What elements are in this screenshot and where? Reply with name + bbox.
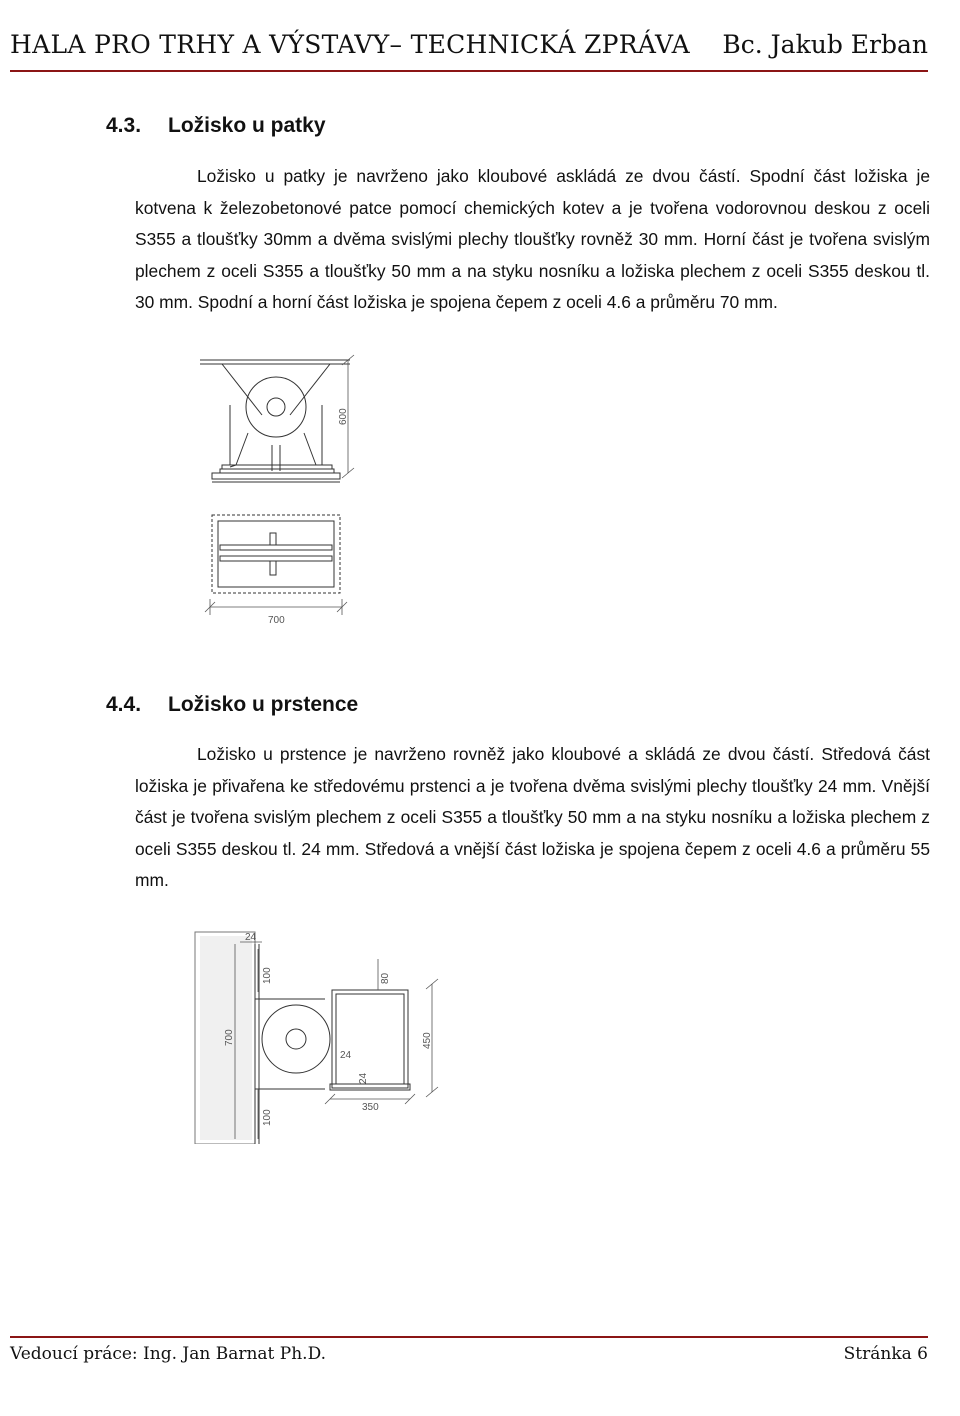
section-title: Ložisko u prstence [168,693,359,716]
dim-label: 24 [358,1072,369,1084]
dim-label: 24 [245,932,257,943]
plan-view [205,515,347,626]
dim-label: 450 [422,1032,433,1049]
document-title: HALA PRO TRHY A VÝSTAVY– TECHNICKÁ ZPRÁVA [10,30,691,59]
section-paragraph: Ložisko u patky je navrženo jako kloubové askládá ze dvou částí. Spodní část ložiska je kotvena k železobetonové patce pomocí chemických kotev a je tvořena vodorovnou deskou z oceli S355 a tloušťky 30mm a dvěma svislými plechy tloušťky rovněž 30 mm. Horní část je tvořena svislým plechem z oceli S355 a tloušťky 50 mm a na styku nosníku a ložiska plechem z oceli S355 deskou tl. 30 mm. Spodní a horní část ložiska je spojena čepem z oceli 4.6 a průměru 70 mm. [135,166,930,312]
supervisor-text: Vedoucí práce: Ing. Jan Barnat Ph.D. [10,1344,327,1364]
outer-box [330,990,410,1090]
footing-bearing-drawing [0,345,960,665]
author-name: Bc. Jakub Erban [722,30,928,59]
section-number: 4.3. [106,114,142,137]
dimensions [224,932,438,1139]
dim-width-label: 700 [268,615,285,626]
dim-label: 350 [362,1102,379,1113]
dim-label: 100 [262,967,273,984]
dim-label: 24 [340,1050,352,1061]
dim-label: 100 [262,1109,273,1126]
page-number: Stránka 6 [843,1344,928,1364]
section-heading-4-3 [106,114,326,138]
dim-label: 80 [380,972,391,984]
page-header [10,26,928,72]
dim-height-label: 600 [338,408,349,425]
section-title: Ložisko u patky [168,114,326,137]
elevation-view [200,355,354,482]
section-paragraph: Ložisko u prstence je navrženo rovněž jako kloubové a skládá ze dvou částí. Středová část ložiska je přivařena ke středovému prstenci a je tvořena dvěma svislými plechy tloušťky 24 mm. Vnější část je tvořena svislým plechem z oceli S355 a tloušťky 50 mm a na styku nosníku a ložiska plechem z oceli S355 deskou tl. 24 mm. Středová a vnější část ložiska je spojena čepem z oceli 4.6 a průměru 55 mm. [135,744,930,890]
ring-bearing-drawing [0,924,960,1144]
section-number: 4.4. [106,693,142,716]
section-heading-4-4 [106,693,358,717]
page-footer [10,1336,928,1368]
dim-label: 700 [224,1029,235,1046]
